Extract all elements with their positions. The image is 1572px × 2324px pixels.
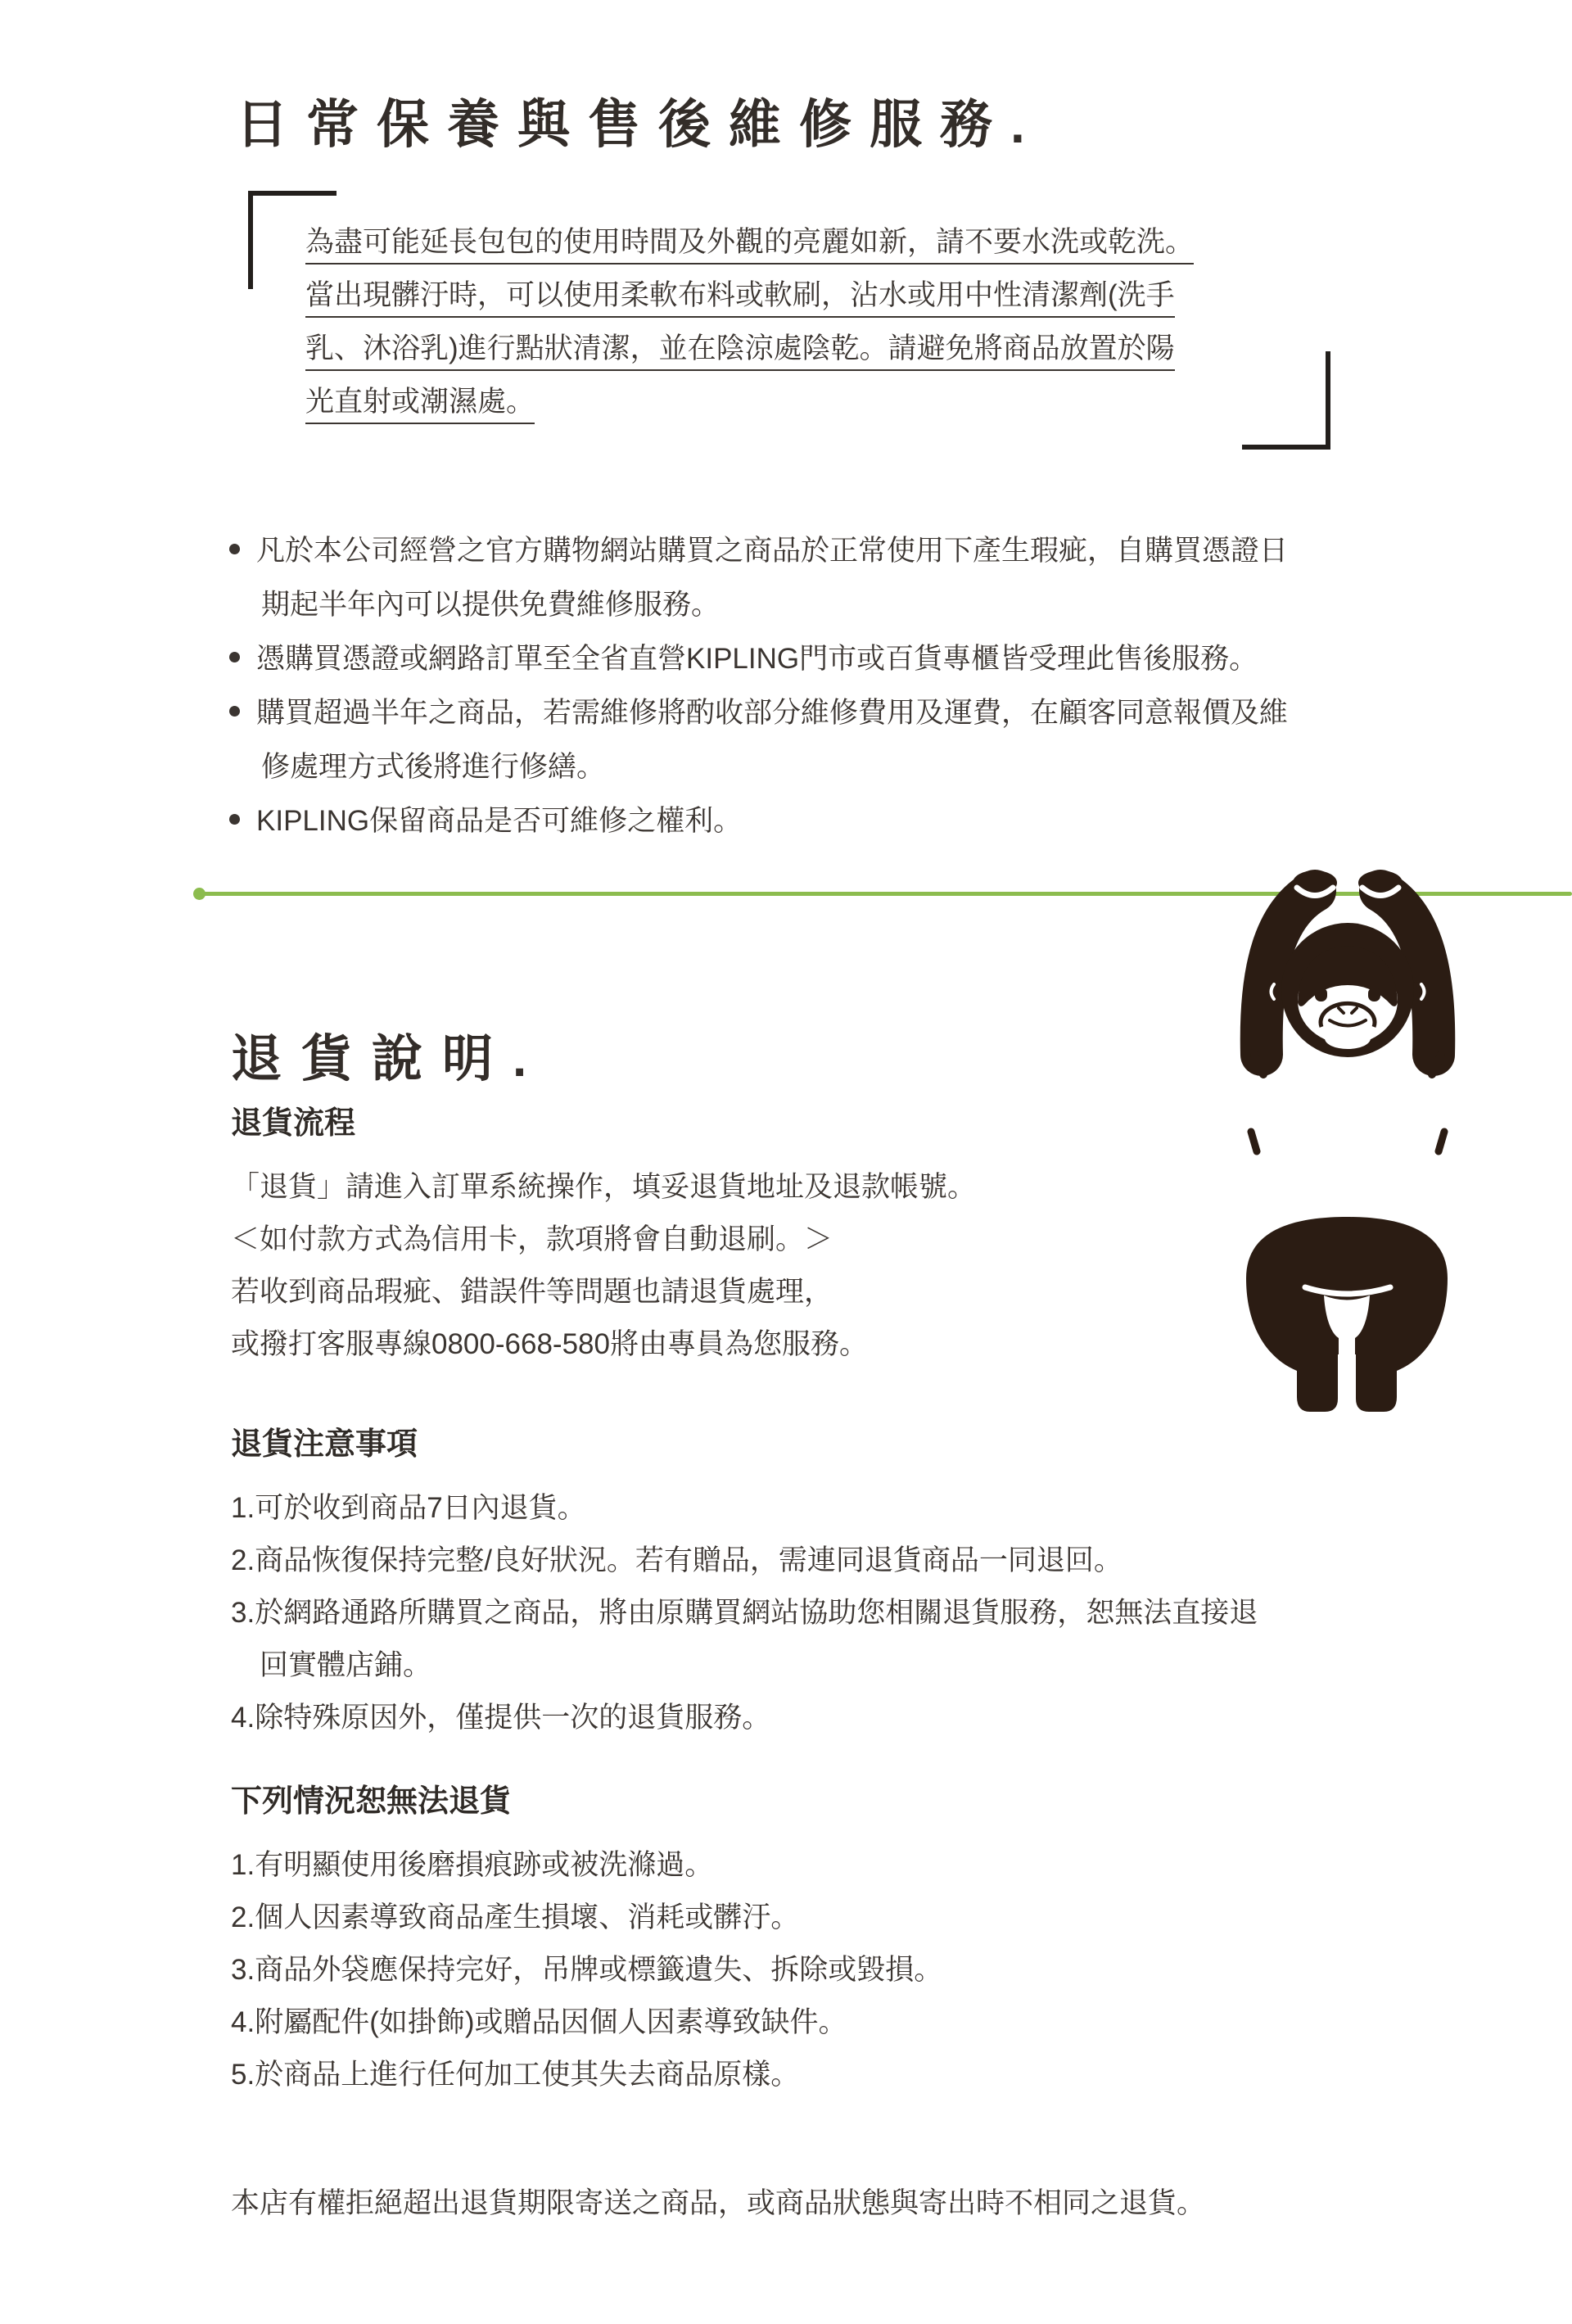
returns-section-title: 退貨說明. (231, 1031, 547, 1088)
bullet-dot (229, 652, 240, 662)
no-return-line: 3.商品外袋應保持完好，吊牌或標籤遺失、拆除或毀損。 (231, 1954, 943, 1986)
return-process-heading: 退貨流程 (231, 1106, 356, 1141)
care-line: 當出現髒汙時，可以使用柔軟布料或軟刷，沾水或用中性清潔劑(洗手 (305, 269, 1194, 322)
service-note-line: 憑購買憑證或網路訂單至全省直營KIPLING門市或百貨專櫃皆受理此售後服務。 (256, 643, 1258, 675)
return-note-line: 1.可於收到商品7日內退貨。 (231, 1492, 586, 1524)
bullet-dot (229, 706, 240, 717)
after-sales-service-list (229, 524, 1288, 848)
return-note-line: 4.除特殊原因外，僅提供一次的退貨服務。 (231, 1702, 771, 1734)
no-return-line: 5.於商品上進行任何加工使其失去商品原樣。 (231, 2059, 800, 2091)
service-note-line: 期起半年內可以提供免費維修服務。 (261, 589, 720, 621)
corner-bracket-bottom-right (1242, 351, 1330, 450)
service-note-item (229, 686, 1288, 794)
service-note-line: 凡於本公司經營之官方購物網站購買之商品於正常使用下產生瑕疵，自購買憑證日 (256, 535, 1289, 567)
bullet-dot (229, 544, 240, 554)
service-note-item (229, 632, 1288, 686)
return-process-line: 「退貨」請進入訂單系統操作，填妥退貨地址及退款帳號。 (231, 1171, 977, 1203)
care-instructions-text (305, 215, 1194, 428)
return-notes-section (231, 1428, 1258, 1744)
return-note-line: 回實體店鋪。 (260, 1649, 432, 1681)
care-line: 為盡可能延長包包的使用時間及外觀的亮麗如新，請不要水洗或乾洗。 (305, 215, 1194, 269)
return-note-line: 2.商品恢復保持完整/良好狀況。若有贈品，需連同退貨商品一同退回。 (231, 1544, 1123, 1576)
return-notes-heading: 退貨注意事項 (231, 1427, 418, 1462)
return-process-line-hotline: 或撥打客服專線0800-668-580將由專員為您服務。 (231, 1328, 868, 1360)
service-note-item (229, 524, 1288, 632)
service-note-item (229, 794, 1288, 848)
care-line: 光直射或潮濕處。 (305, 375, 1194, 428)
service-note-line: 購買超過半年之商品，若需維修將酌收部分維修費用及運費，在顧客同意報價及維 (256, 697, 1289, 729)
care-section-title: 日常保養與售後維修服務. (236, 94, 1043, 154)
service-note-line: KIPLING保留商品是否可維修之權利。 (256, 805, 743, 837)
return-process-line: ＜如付款方式為信用卡，款項將會自動退刷。＞ (231, 1223, 833, 1255)
kipling-monkey-icon (1240, 865, 1456, 1415)
return-process-section (231, 1107, 976, 1371)
care-line: 乳、沐浴乳)進行點狀清潔，並在陰涼處陰乾。請避免將商品放置於陽 (305, 322, 1194, 375)
no-return-line: 1.有明顯使用後磨損痕跡或被洗滌過。 (231, 1849, 714, 1881)
bullet-dot (229, 814, 240, 825)
no-return-conditions-section (231, 1785, 942, 2101)
return-policy-footer: 本店有權拒絕超出退貨期限寄送之商品，或商品狀態與寄出時不相同之退貨。 (231, 2187, 1206, 2219)
no-return-line: 4.附屬配件(如掛飾)或贈品因個人因素導致缺件。 (231, 2006, 847, 2038)
care-instructions-box (248, 191, 1330, 450)
return-note-line: 3.於網路通路所購買之商品，將由原購買網站協助您相關退貨服務，恕無法直接退 (231, 1597, 1258, 1629)
return-process-line: 若收到商品瑕疵、錯誤件等問題也請退貨處理， (231, 1276, 833, 1308)
no-return-line: 2.個人因素導致商品產生損壞、消耗或髒汙。 (231, 1901, 800, 1933)
no-return-heading: 下列情況恕無法退貨 (231, 1784, 512, 1819)
service-note-line: 修處理方式後將進行修繕。 (261, 751, 606, 783)
